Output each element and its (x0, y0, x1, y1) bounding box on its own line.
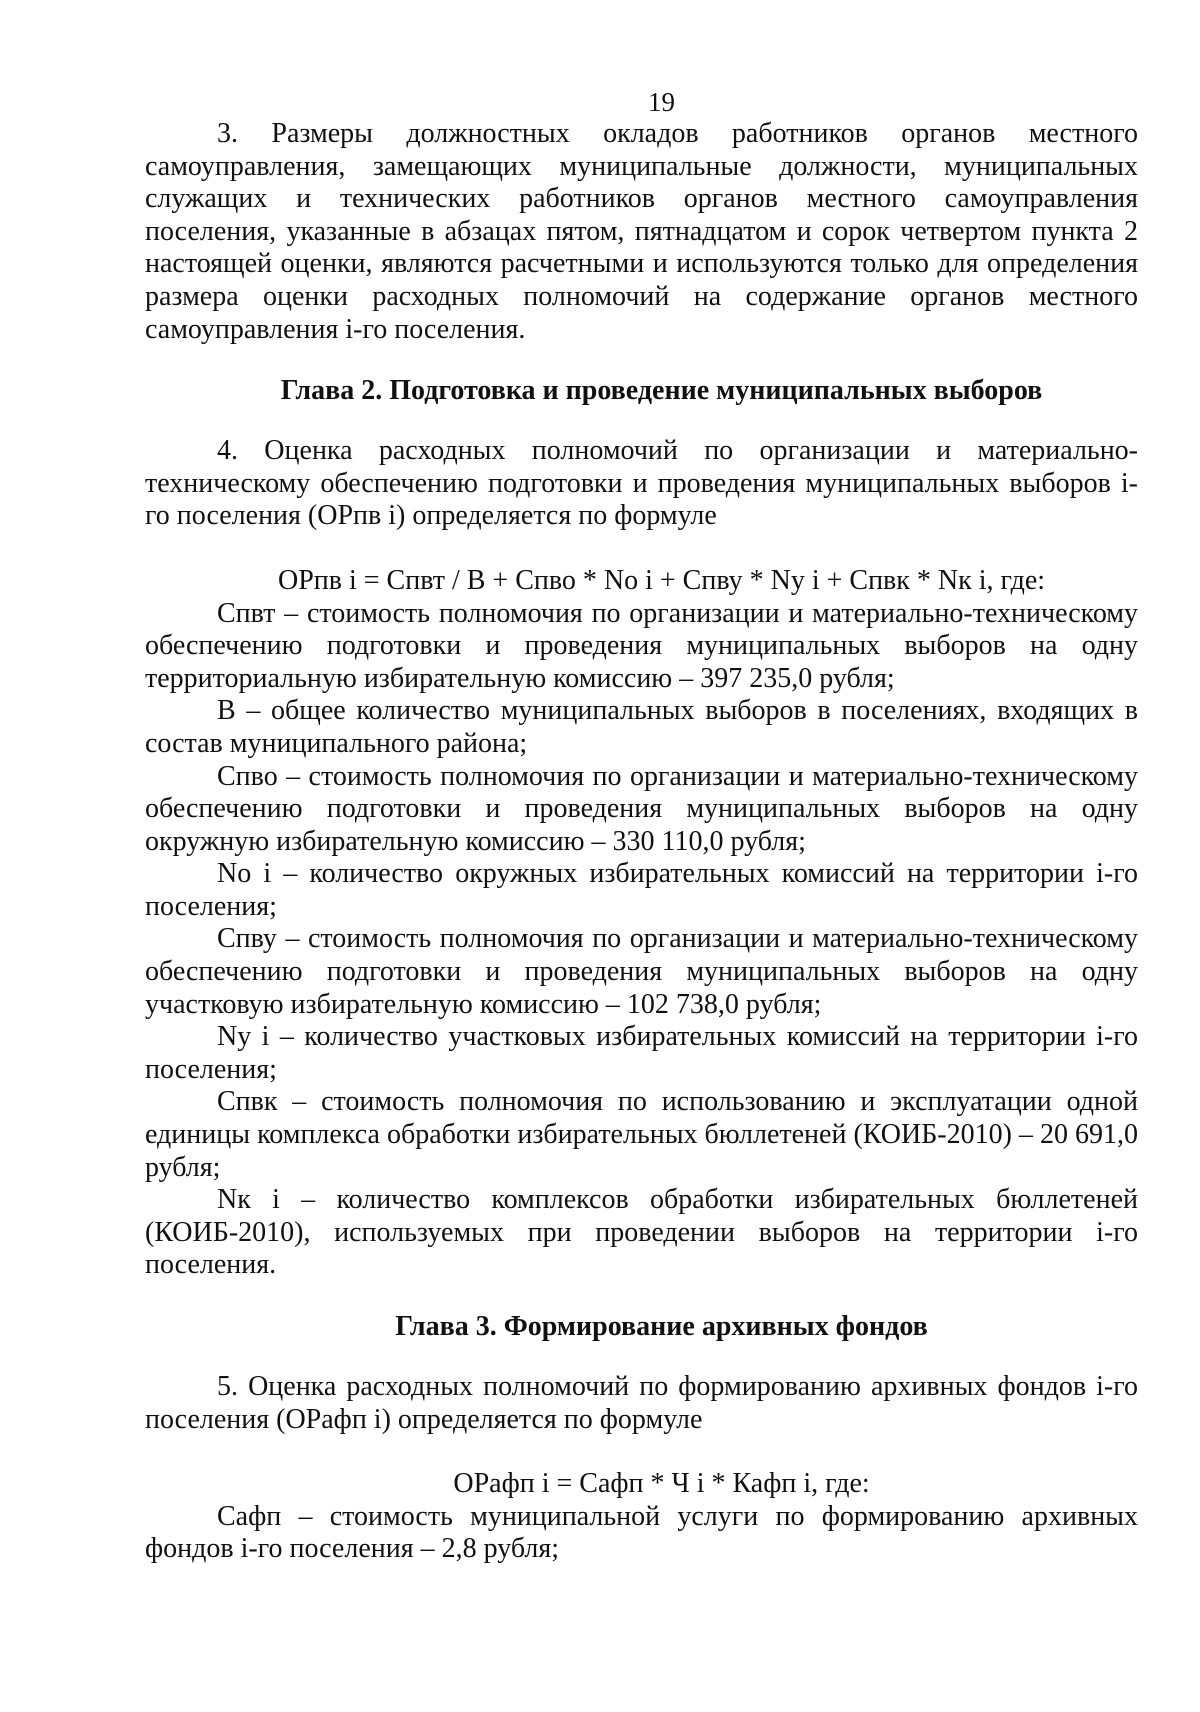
paragraph-4: 4. Оценка расходных полномочий по организации и материально-техническому обеспечению подготовки и проведения муниципальных выборов i-го поселения (ОРпв i) определяется по формуле (145, 435, 1138, 532)
paragraph-3: 3. Размеры должностных окладов работников органов местного самоуправления, замещающих муниципальные должности, муниципальных служащих и технических работников органов местного самоуправления поселения, указанные в абзацах пятом, пятнадцатом и сорок четвертом пункта 2 настоящей оценки, являются расчетными и используются только для определения размера оценки расходных полномочий на содержание органов местного самоуправления i-го поселения. (145, 118, 1138, 345)
definition-b: B – общее количество муниципальных выборов в поселениях, входящих в состав муниципального района; (145, 695, 1138, 759)
document-page (145, 86, 1138, 1566)
formula-archives: ОРафп i = Сафп * Ч i * Кафп i, где: (453, 1468, 870, 1500)
paragraph-5: 5. Оценка расходных полномочий по формированию архивных фондов i-го поселения (ОРафп i) определяется по формуле (145, 1371, 1138, 1435)
page-number: 19 (648, 87, 675, 117)
chapter-2-heading: Глава 2. Подготовка и проведение муниципальных выборов (280, 375, 1043, 407)
definition-ny: Ny i – количество участковых избирательных комиссий на территории i-го поселения; (145, 1021, 1138, 1085)
definition-spvu: Спву – стоимость полномочия по организации и материально-техническому обеспечению подготовки и проведения муниципальных выборов на одну участковую избирательную комиссию – 102 738,0 рубля; (145, 923, 1138, 1020)
definition-spvo: Спво – стоимость полномочия по организации и материально-техническому обеспечению подготовки и проведения муниципальных выборов на одну окружную избирательную комиссию – 330 110,0 рубля; (145, 760, 1138, 857)
definition-spvk: Спвк – стоимость полномочия по использованию и эксплуатации одной единицы комплекса обработки избирательных бюллетеней (КОИБ-2010) – 20 691,0 рубля; (145, 1086, 1138, 1183)
definition-spvt: Спвт – стоимость полномочия по организации и материально-техническому обеспечению подготовки и проведения муниципальных выборов на одну территориальную избирательную комиссию – 397 235,0 рубля; (145, 597, 1138, 694)
definition-safp: Сафп – стоимость муниципальной услуги по формированию архивных фондов i-го поселения – 2,8 рубля; (145, 1500, 1138, 1565)
definition-nk: Nк i – количество комплексов обработки избирательных бюллетеней (КОИБ-2010), используемых при проведении выборов на территории i-го поселения. (145, 1184, 1138, 1281)
chapter-3-heading: Глава 3. Формирование архивных фондов (395, 1311, 928, 1342)
formula-elections: ОРпв i = Спвт / B + Спво * No i + Спву * Ny i + Спвк * Nк i, где: (277, 564, 1046, 596)
definition-no: No i – количество окружных избирательных комиссий на территории i-го поселения; (145, 858, 1138, 922)
